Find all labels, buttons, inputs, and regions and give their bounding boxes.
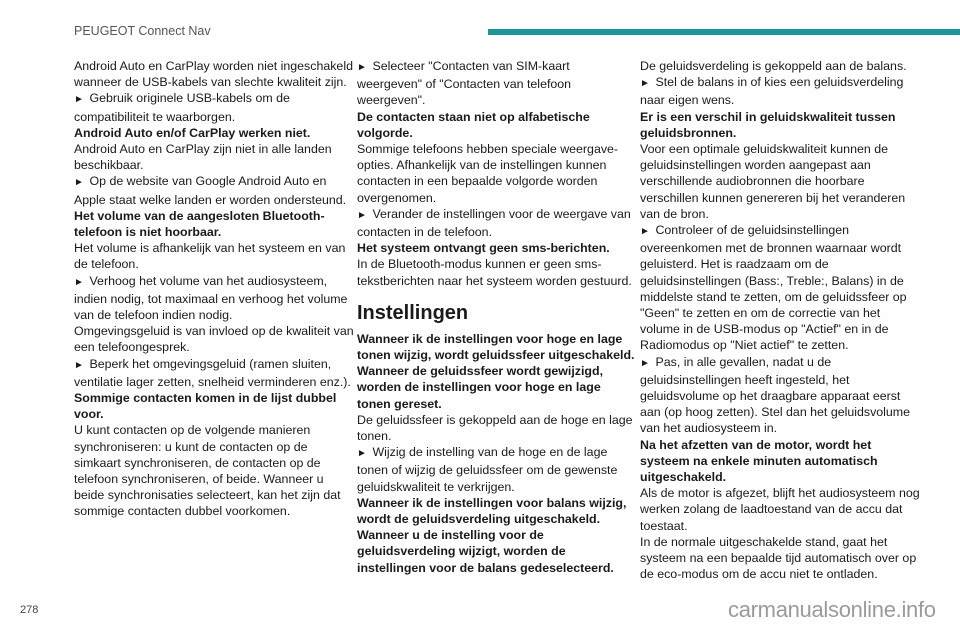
body-paragraph: De geluidssfeer is gekoppeld aan de hoge en lage tonen. <box>357 412 633 444</box>
text-column-3 <box>640 58 920 583</box>
instruction-bullet: ► Verhoog het volume van het audiosysteem, indien nodig, tot maximaal en verhoog het volume van de telefoon indien nodig. <box>74 273 354 324</box>
instruction-bullet: ► Stel de balans in of kies een geluidsverdeling naar eigen wens. <box>640 74 920 108</box>
question-heading: Na het afzetten van de motor, wordt het systeem na enkele minuten automatisch uitgeschakeld. <box>640 437 878 485</box>
body-paragraph: In de Bluetooth-modus kunnen er geen sms-tekstberichten naar het systeem worden gestuurd. <box>357 257 632 288</box>
instruction-bullet: ► Pas, in alle gevallen, nadat u de geluidsinstellingen heeft ingesteld, het geluidsvolume op het draagbare apparaat eerst aan (op hoog zetten). Stel dan het geluidsvolume van het audiosysteem in. <box>640 354 920 437</box>
instruction-bullet: ► Selecteer "Contacten van SIM-kaart weergeven" of "Contacten van telefoon weergeven". <box>357 58 637 109</box>
body-paragraph: U kunt contacten op de volgende manieren synchroniseren: u kunt de contacten op de simkaart synchroniseren, de contacten op de telefoon synchroniseren, of beide. Wanneer u beide synchronisaties selecteert, kan het zijn dat sommige contacten dubbel voorkomen. <box>74 423 341 519</box>
question-heading: Het volume van de aangesloten Bluetooth-telefoon is niet hoorbaar. <box>74 208 325 240</box>
watermark-link[interactable]: carmanualsonline.info <box>728 597 936 622</box>
body-paragraph: Android Auto en CarPlay zijn niet in alle landen beschikbaar. <box>74 142 332 173</box>
question-heading: Het systeem ontvangt geen sms-berichten. <box>357 241 610 256</box>
text-column-2 <box>357 58 637 576</box>
question-heading: Sommige contacten komen in de lijst dubbel voor. <box>74 391 337 422</box>
instruction-bullet: ► Beperk het omgevingsgeluid (ramen sluiten, ventilatie lager zetten, snelheid verminderen enz.). <box>74 356 354 390</box>
question-heading: Wanneer ik de instellingen voor hoge en lage tonen wijzig, wordt geluidssfeer uitgeschakeld. <box>357 331 635 363</box>
question-heading: Er is een verschil in geluidskwaliteit tussen geluidsbronnen. <box>640 109 896 140</box>
text-column-1 <box>74 58 354 520</box>
header-accent-bar <box>488 29 960 35</box>
body-paragraph: In de normale uitgeschakelde stand, gaat het systeem na een bepaalde tijd automatisch over op de eco-modus om de accu niet te ontladen. <box>640 534 917 582</box>
body-paragraph: De geluidsverdeling is gekoppeld aan de balans. <box>640 59 907 73</box>
page-number: 278 <box>20 604 39 616</box>
instruction-bullet: ► Controleer of de geluidsinstellingen overeenkomen met de bronnen waarnaar wordt geluisterd. Het is raadzaam om de geluidsinstellingen (Bass:, Treble:, Balans) in de middelste stand te zetten, om de geluidssfeer op "Geen" te zetten en om de correctie van het volume in de USB-modus op "Actief" en in de Radiomodus op "Niet actief" te zetten. <box>640 222 920 354</box>
body-paragraph: Android Auto en CarPlay worden niet ingeschakeld wanneer de USB-kabels van slechte kwaliteit zijn. <box>74 59 353 90</box>
section-heading: Instellingen <box>357 301 469 324</box>
body-paragraph: Omgevingsgeluid is van invloed op de kwaliteit van een telefoongesprek. <box>74 324 354 355</box>
body-paragraph: Het volume is afhankelijk van het systeem en van de telefoon. <box>74 241 346 272</box>
question-heading: Wanneer u de instelling voor de geluidsverdeling wijzigt, worden de instellingen voor de balans gedeselecteerd. <box>357 528 614 575</box>
body-paragraph: Sommige telefoons hebben speciale weergave-opties. Afhankelijk van de instellingen kunnen contacten in een bepaalde volgorde worden overgenomen. <box>357 142 619 205</box>
question-heading: Wanneer de geluidssfeer wordt gewijzigd, worden de instellingen voor hoge en lage tonen gereset. <box>357 364 604 411</box>
document-header-title: PEUGEOT Connect Nav <box>74 24 211 38</box>
question-heading: De contacten staan niet op alfabetische volgorde. <box>357 109 590 140</box>
instruction-bullet: ► Wijzig de instelling van de hoge en de lage tonen of wijzig de geluidssfeer om de gewenste geluidskwaliteit te verkrijgen. <box>357 444 637 495</box>
question-heading: Wanneer ik de instellingen voor balans wijzig, wordt de geluidsverdeling uitgeschakeld. <box>357 495 627 527</box>
body-paragraph: Als de motor is afgezet, blijft het audiosysteem nog werken zolang de laadtoestand van de accu dat toestaat. <box>640 486 920 533</box>
instruction-bullet: ► Verander de instellingen voor de weergave van contacten in de telefoon. <box>357 206 637 240</box>
instruction-bullet: ► Gebruik originele USB-kabels om de compatibiliteit te waarborgen. <box>74 90 354 124</box>
body-paragraph: Voor een optimale geluidskwaliteit kunnen de geluidsinstellingen worden aangepast aan verschillende audiobronnen die hoorbare verschillen kunnen genereren bij het veranderen van de bron. <box>640 142 906 221</box>
question-heading: Android Auto en/of CarPlay werken niet. <box>74 125 311 140</box>
instruction-bullet: ► Op de website van Google Android Auto en Apple staat welke landen er worden ondersteund. <box>74 173 354 207</box>
